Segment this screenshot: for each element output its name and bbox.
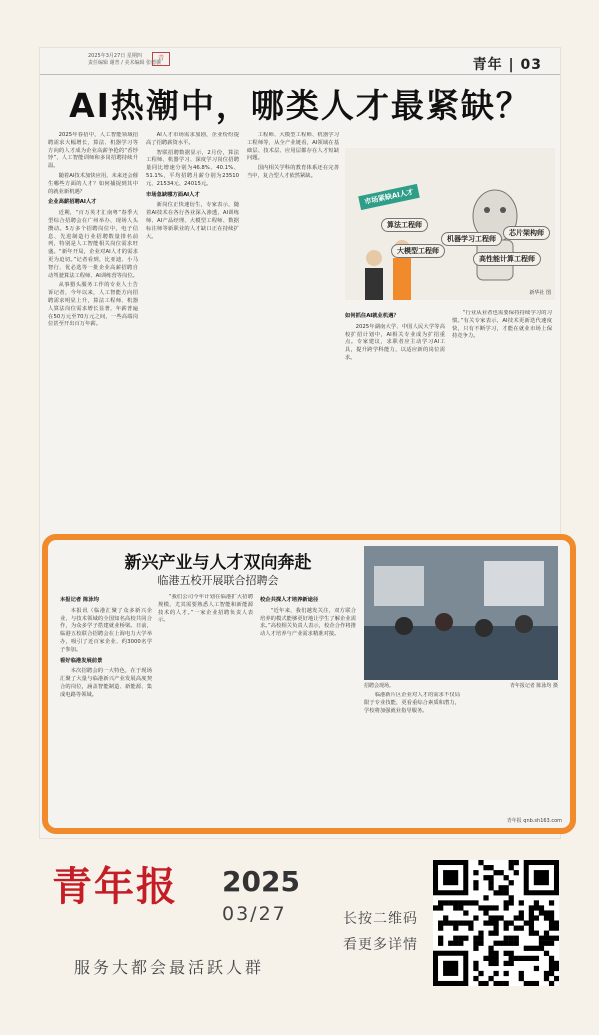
- tag-bubble: 大模型工程师: [391, 244, 445, 258]
- article-column-1: 2025年春招中，人工智能领域招聘需求大幅增长，算法、机器学习等方向的人才成为企业高薪争抢的“香饽饽”，人工智能训师和多岗招聘持续升温。 随着AI技术加快应用，未来还会催生哪些方面的人才？如何捕捉到其中的就业新机遇？ 企业高薪招聘AI人才 近期，“百万英才汇南粤”春季大型综合招聘会在广州举办，现场人头攒动。5万多个招聘岗位中，电子信息、先进制造行业招聘数量排名前列，特别是人工智能相关岗位需求旺盛。“新年开局，企业对AI人才的需求更为迫切。”记者看到，比亚迪、小马智行、优必选等一批企业高薪招聘自动驾驶算法工程师、AI训练营等岗位。 从事猎头服务工作的专业人士告诉记者，今年以来，人工智能方向招聘需求明显上升，算法工程师、机器人算法岗位需求增长显著，年薪普遍在50万元至70万元之间，一些高端岗位甚至开出百万年薪。: [48, 132, 138, 328]
- article-column-5: “行业从业者也需要保持持续学习的习惯。”有关专家表示，AI技术更新迭代速度快，只有不断学习，才能在就业市场上保持竞争力。: [452, 310, 552, 340]
- subheading: 校企共探人才培养新途径: [260, 597, 319, 603]
- article-column-2: AI人才市场需求加剧，企业纷纷提高了招聘薪资水平。 智联招聘数据显示，2月份，算法工程师、机器学习、深度学习岗位招聘量同比增速分别为46.8%、40.1%、51.1%，平均招聘月薪分别为23510元、21534元、24015元。 市场急缺哪方面AI人才 新岗位正快速衍生，专家表示，随着AI技术在各行各业深入渗透，AI训练师、AI产品经理、大模型工程师、数据标注师等新职业的人才缺口正在持续扩大。: [146, 132, 239, 240]
- subheading: 企业高薪招聘AI人才: [48, 199, 97, 206]
- subheading: 市场急缺哪方面AI人才: [146, 191, 200, 198]
- qr-hint-line-1: 长按二维码: [343, 911, 418, 927]
- card-footer: 青年报 qnb.sh163.com: [506, 818, 562, 824]
- card-subtitle: 临港五校开展联合招聘会: [157, 574, 279, 587]
- card-column-4: 临港新片区企业对人才的需求不仅局限于专业技能，更看重综合素质和潜力，学校将加强就业指导服务。: [364, 692, 460, 714]
- job-fair-photo: [364, 546, 558, 680]
- subheading: 如何抓住AI就业机遇？: [345, 313, 399, 319]
- header-seal-icon: 青: [152, 52, 170, 66]
- tag-bubble: 高性能计算工程师: [473, 252, 541, 266]
- card-column-3: 校企共探人才培养新途径 “近年来，我们越发关注，双方联合培养的模式能够更好地让学生了解企业需求。”高校相关负责人表示，校企合作将推动人才培养与产业需求精准对接。: [260, 597, 356, 638]
- highlighted-article[interactable]: [42, 534, 576, 834]
- tag-bubble: 算法工程师: [381, 218, 428, 232]
- byline: 本报记者 陈泳均: [60, 597, 99, 603]
- article-column-3: 工程师、大模型工程师、机器学习工程师等，从全产业链看，AI领域在基础层、技术层、应用层都存在人才短缺问题。 国内相关学科的教育体系还在完善当中，复合型人才依然紧缺。: [247, 132, 339, 179]
- tag-bubble: 芯片架构师: [503, 226, 550, 240]
- header-info: 2025年3月27日 星期四 责任编辑 谢普 / 美术编辑 张德骥: [88, 53, 162, 66]
- crowd-photo-icon: [364, 546, 558, 680]
- issue-date: 03/27: [222, 903, 287, 925]
- issue-year: 2025: [222, 865, 300, 898]
- photo-caption: 招聘会现场。 青年报记者 陈泳均 摄: [364, 683, 558, 689]
- qr-hint-line-2: 看更多详情: [343, 937, 418, 953]
- article-column-4: 如何抓住AI就业机遇？ 2025年湖南大学、中国人民大学等高校扩招计划中，AI相关专业成为扩招重点。专家建议，求职者应主动学习AI工具，提升跨学科能力，以适应新的岗位需求。: [345, 313, 445, 361]
- section-label: 青年 | 03: [472, 57, 542, 73]
- subheading: 看好临港发展前景: [60, 657, 103, 664]
- qr-code-icon[interactable]: [433, 860, 559, 986]
- brand-slogan: 服务大都会最活跃人群: [74, 958, 265, 977]
- ai-talent-illustration: [345, 148, 555, 300]
- card-column-2: “我们公司今年计划在临港扩大招聘规模，尤其需要熟悉人工智能和新能源技术的人才。”一家企业招聘负责人表示。: [158, 594, 253, 624]
- sign-banner: 市场紧缺AI人才: [358, 184, 420, 210]
- headline: AI热潮中，哪类人才最紧缺？: [69, 86, 531, 125]
- page-header: [40, 48, 560, 75]
- illustration-credit: 新华社 图: [529, 290, 551, 296]
- tag-bubble: 机器学习工程师: [441, 232, 502, 246]
- card-title: 新兴产业与人才双向奔赴: [124, 553, 312, 573]
- robot-illustration-icon: [345, 148, 555, 300]
- card-column-1: 本报记者 陈泳均 本报讯（临港汇聚了众多新兴企业，与技术领域的全国知名高校共同合作，为众多学子搭建就业桥梁。日前，临港五校联合招聘会在上海电力大学举办，吸引了近百家企业、约3000名学子参加。 看好临港发展前景 本次招聘会的一大特色，在于现场汇聚了大量与临港新兴产业发展高度契合的岗位，涵盖智能制造、新能源、集成电路等领域。: [60, 597, 152, 698]
- brand-logo: 青年报: [52, 863, 178, 910]
